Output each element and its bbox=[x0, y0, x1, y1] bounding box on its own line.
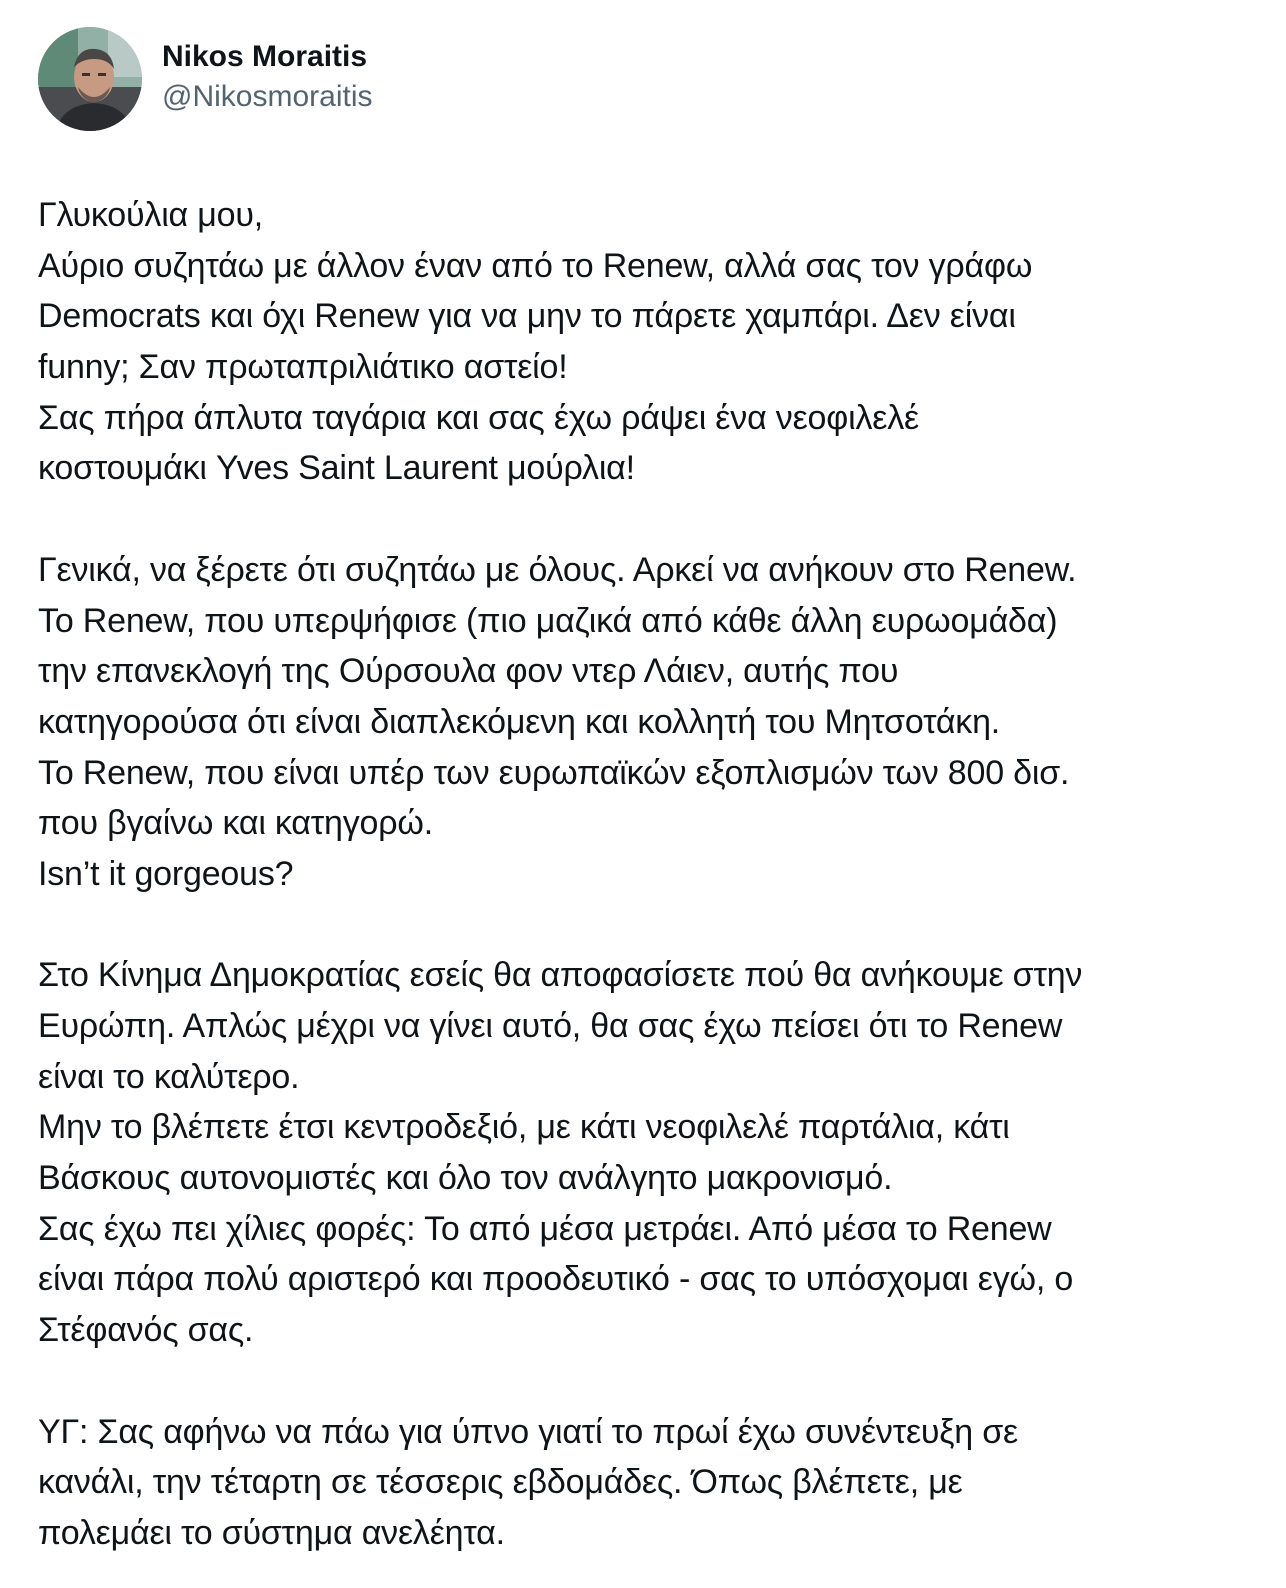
display-name[interactable]: Nikos Moraitis bbox=[162, 40, 368, 73]
tweet-line: Το Renew, που είναι υπέρ των ευρωπαϊκών εξοπλισμών των 800 δισ. bbox=[38, 753, 1070, 792]
tweet-header bbox=[38, 26, 372, 132]
tweet-line: είναι το καλύτερο. bbox=[38, 1057, 300, 1096]
tweet-line: funny; Σαν πρωταπριλιάτικο αστείο! bbox=[38, 348, 568, 387]
tweet-line: Αύριο συζητάω με άλλον έναν από το Renew, αλλά σας τον γράφω bbox=[38, 246, 1033, 285]
tweet-line: Γλυκούλια μου, bbox=[38, 196, 263, 234]
tweet-line: κατηγορούσα ότι είναι διαπλεκόμενη και κολλητή του Μητσοτάκη. bbox=[38, 702, 1001, 741]
user-handle[interactable]: @Nikosmoraitis bbox=[162, 80, 373, 113]
tweet-line: Σας πήρα άπλυτα ταγάρια και σας έχω ράψει ένα νεοφιλελέ bbox=[38, 398, 919, 437]
tweet-line: Το Renew, που υπερψήφισε (πιο μαζικά από κάθε άλλη ευρωομάδα) bbox=[38, 601, 1058, 640]
avatar[interactable] bbox=[38, 27, 142, 131]
paragraph-spacer bbox=[38, 1356, 1258, 1407]
tweet-line: Γενικά, να ξέρετε ότι συζητάω με όλους. Αρκεί να ανήκουν στο Renew. bbox=[38, 550, 1077, 589]
tweet-line: Σας έχω πει χίλιες φορές: Το από μέσα μετράει. Από μέσα το Renew bbox=[38, 1209, 1052, 1248]
tweet-line: που βγαίνω και κατηγορώ. bbox=[38, 804, 433, 843]
tweet-line: την επανεκλογή της Ούρσουλα φον ντερ Λάιεν, αυτής που bbox=[38, 652, 899, 691]
tweet-line: κοστουμάκι Yves Saint Laurent μούρλια! bbox=[38, 449, 635, 488]
tweet-line: Βάσκους αυτονομιστές και όλο τον ανάλγητο μακρονισμό. bbox=[38, 1159, 893, 1198]
tweet-line: πολεμάει το σύστημα ανελέητα. bbox=[38, 1513, 505, 1552]
tweet-line: Ευρώπη. Απλώς μέχρι να γίνει αυτό, θα σας έχω πείσει ότι το Renew bbox=[38, 1007, 1063, 1045]
tweet-line: Στέφανός σας. bbox=[38, 1311, 254, 1350]
tweet-text bbox=[38, 190, 1258, 1559]
tweet-line: Democrats και όχι Renew για να μην το πάρετε χαμπάρι. Δεν είναι bbox=[38, 297, 1016, 336]
author-names bbox=[162, 37, 372, 117]
tweet-line: ΥΓ: Σας αφήνω να πάω για ύπνο γιατί το πρωί έχω συνέντευξη σε bbox=[38, 1412, 1019, 1451]
tweet-line: είναι πάρα πολύ αριστερό και προοδευτικό - σας το υπόσχομαι εγώ, ο bbox=[38, 1260, 1074, 1299]
tweet-line: Isn’t it gorgeous? bbox=[38, 854, 294, 893]
tweet-line: Στο Κίνημα Δημοκρατίας εσείς θα αποφασίσετε πού θα ανήκουμε στην bbox=[38, 956, 1083, 995]
paragraph-spacer bbox=[38, 494, 1258, 545]
tweet-line: κανάλι, την τέταρτη σε τέσσερις εβδομάδες. Όπως βλέπετε, με bbox=[38, 1463, 963, 1502]
profile-photo-icon bbox=[38, 27, 142, 131]
tweet-line: Μην το βλέπετε έτσι κεντροδεξιό, με κάτι νεοφιλελέ παρτάλια, κάτι bbox=[38, 1108, 1010, 1147]
paragraph-spacer bbox=[38, 900, 1258, 951]
